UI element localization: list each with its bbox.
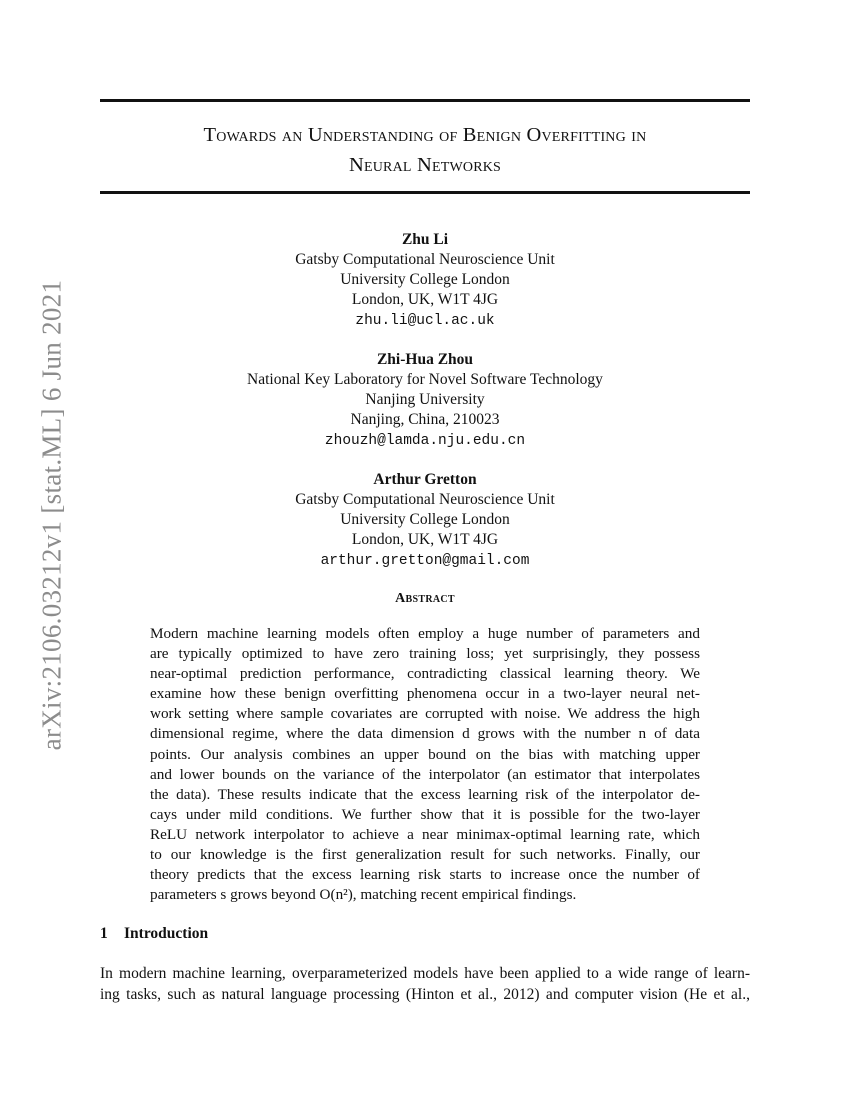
section-number: 1 bbox=[100, 925, 108, 942]
abstract-line: Modern machine learning models often employ a huge number of parameters and bbox=[150, 625, 700, 642]
author-institution: University College London bbox=[340, 271, 510, 288]
author-name: Arthur Gretton bbox=[373, 471, 477, 488]
abstract-heading: Abstract bbox=[395, 591, 455, 606]
author-name: Zhi-Hua Zhou bbox=[376, 351, 474, 368]
abstract-line: points. Our analysis combines an upper bound on the bias with matching upper bbox=[150, 745, 700, 763]
paper-title-line-2: Neural Networks bbox=[348, 154, 502, 176]
author-institution: University College London bbox=[340, 511, 510, 528]
body-line: ing tasks, such as natural language processing (Hinton et al., 2012) and computer vision (He et al., bbox=[100, 986, 750, 1003]
abstract-line: dimensional regime, where the data dimension d grows with the number n of data bbox=[150, 725, 700, 743]
section-title: Introduction bbox=[124, 925, 209, 942]
abstract-line: and lower bounds on the variance of the interpolator (an estimator that interpolates bbox=[150, 765, 700, 783]
author-affiliation: Gatsby Computational Neuroscience Unit bbox=[295, 491, 555, 508]
author-institution: Nanjing University bbox=[365, 391, 485, 408]
abstract-line: to our knowledge is the first generalization result for such networks. Finally, our bbox=[150, 846, 700, 864]
author-email: zhu.li@ucl.ac.uk bbox=[355, 313, 495, 329]
author-email: zhouzh@lamda.nju.edu.cn bbox=[324, 433, 526, 449]
author-affiliation: Gatsby Computational Neuroscience Unit bbox=[295, 251, 555, 268]
abstract-line: examine how these benign overfitting phenomena occur in a two-layer neural net- bbox=[150, 685, 700, 703]
author-address: London, UK, W1T 4JG bbox=[351, 531, 499, 548]
abstract-line: near-optimal prediction performance, contradicting classical learning theory. We bbox=[150, 665, 700, 683]
abstract-line: the data). These results indicate that the excess learning risk of the interpolator de- bbox=[150, 785, 700, 803]
body-line: In modern machine learning, overparameterized models have been applied to a wide range of learn- bbox=[100, 965, 750, 982]
abstract-line: theory predicts that the excess learning risk starts to increase once the number of bbox=[150, 866, 700, 884]
author-email: arthur.gretton@gmail.com bbox=[320, 553, 530, 569]
title-rule-bottom bbox=[100, 191, 750, 194]
author-block bbox=[100, 350, 750, 451]
abstract-line: ReLU network interpolator to achieve a near minimax-optimal learning rate, which bbox=[150, 825, 700, 843]
author-block bbox=[100, 470, 750, 571]
section-heading-introduction bbox=[100, 925, 208, 943]
paper-title bbox=[100, 120, 750, 180]
abstract-line: parameters s grows beyond O(n²), matching recent empirical findings. bbox=[150, 886, 577, 904]
author-address: Nanjing, China, 210023 bbox=[350, 411, 500, 428]
author-block bbox=[100, 230, 750, 331]
abstract-body bbox=[150, 624, 700, 905]
author-name: Zhu Li bbox=[401, 231, 449, 248]
abstract-line: work setting where sample covariates are corrupted with noise. We address the high bbox=[150, 705, 700, 723]
arxiv-identifier: arXiv:2106.03212v1 [stat.ML] 6 Jun 2021 bbox=[36, 279, 67, 751]
introduction-text bbox=[100, 963, 750, 1005]
abstract-line: are typically optimized to have zero training loss; yet surprisingly, they possess bbox=[150, 645, 700, 663]
title-rule-top bbox=[100, 99, 750, 102]
author-affiliation: National Key Laboratory for Novel Software Technology bbox=[247, 371, 603, 388]
abstract-line: cays under mild conditions. We further show that it is possible for the two-layer bbox=[150, 805, 700, 823]
author-address: London, UK, W1T 4JG bbox=[351, 291, 499, 308]
paper-title-line-1: Towards an Understanding of Benign Overfitting in bbox=[203, 124, 647, 146]
